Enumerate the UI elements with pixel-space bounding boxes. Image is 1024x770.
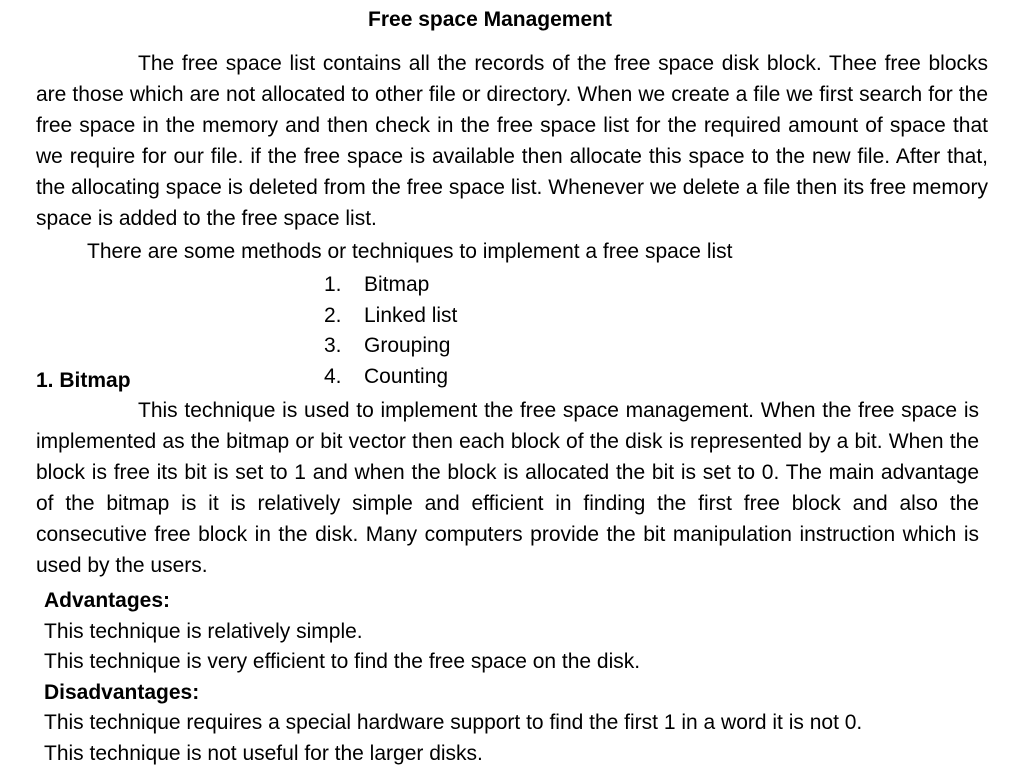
advantages-disadvantages: [44, 586, 862, 770]
methods-list: [324, 270, 457, 393]
list-item: [324, 270, 457, 301]
bitmap-text: This technique is used to implement the free space management. When the free space is implemented as the bitmap or bit vector then each block of the disk is represented by a bit. When the block is free its bit is set to 1 and when the block is allocated the bit is set to 0. The main advantage of the bitmap is it is relatively simple and efficient in finding the first free block and also the consecutive free block in the disk. Many computers provide the bit manipulation instruction which is used by the users.: [36, 399, 979, 577]
disadvantages-heading: Disadvantages:: [44, 680, 200, 704]
page-title: Free space Management: [368, 8, 612, 31]
list-number: 2.: [324, 303, 342, 327]
bitmap-heading: 1. Bitmap: [36, 369, 131, 392]
bitmap-paragraph: [36, 395, 979, 581]
methods-intro: There are some methods or techniques to implement a free space list: [87, 240, 733, 263]
disadvantage-item: This technique requires a special hardware support to find the first 1 in a word it is not 0.: [44, 711, 863, 735]
list-item: [324, 331, 457, 362]
advantage-item: This technique is very efficient to find the free space on the disk.: [44, 650, 641, 674]
list-number: 4.: [324, 365, 342, 389]
intro-paragraph: [36, 48, 988, 234]
list-item: [324, 301, 457, 332]
intro-text: The free space list contains all the records of the free space disk block. Thee free blocks are those which are not allocated to other file or directory. When we create a file we first search for the free space in the memory and then check in the free space list for the required amount of space that we require for our file. if the free space is available then allocate this space to the new file. After that, the allocating space is deleted from the free space list. Whenever we delete a file then its free memory space is added to the free space list.: [36, 52, 988, 230]
list-item-label: Grouping: [364, 334, 451, 358]
list-item-label: Bitmap: [364, 273, 430, 296]
list-item: [324, 362, 457, 393]
list-item-label: Linked list: [364, 303, 458, 327]
list-number: 3.: [324, 334, 342, 358]
disadvantage-item: This technique is not useful for the larger disks.: [44, 741, 483, 765]
advantages-heading: Advantages:: [44, 589, 171, 612]
advantage-item: This technique is relatively simple.: [44, 619, 363, 643]
list-number: 1.: [324, 273, 342, 296]
list-item-label: Counting: [364, 365, 449, 389]
